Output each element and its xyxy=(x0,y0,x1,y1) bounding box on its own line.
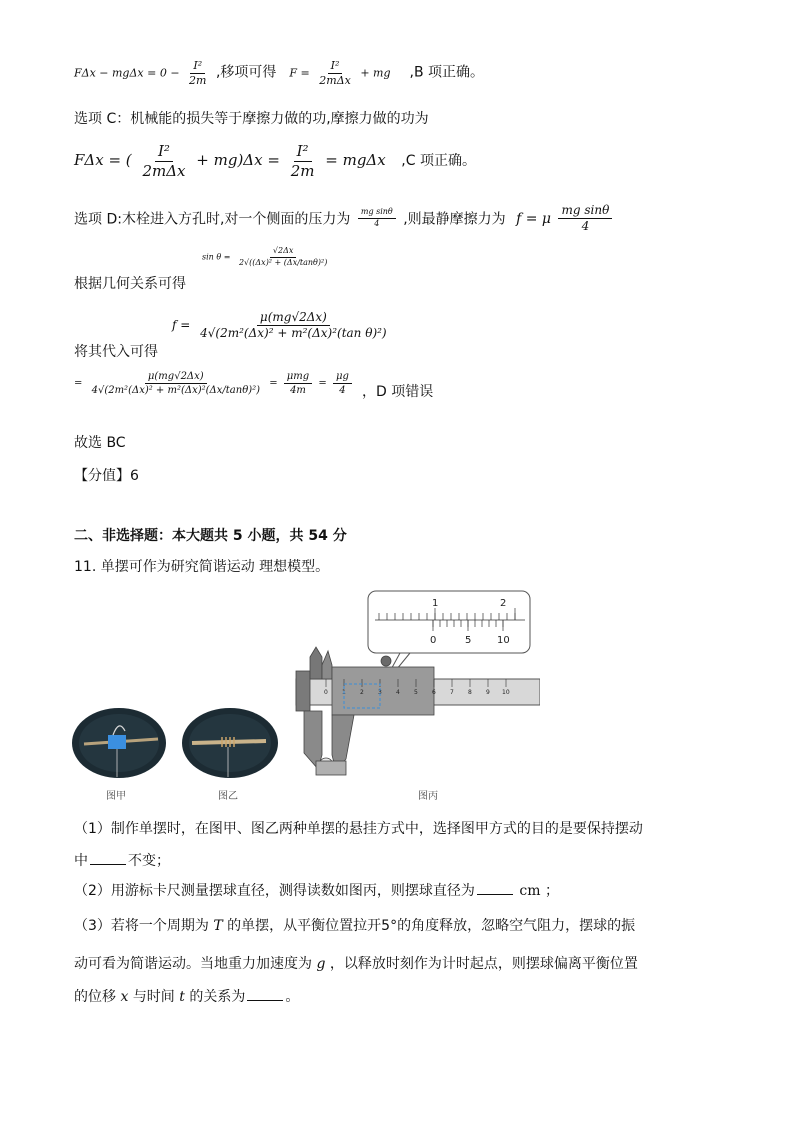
caliper-label-7: 7 xyxy=(450,689,454,696)
sub3-line3: 的位移 x 与时间 t 的关系为 。 xyxy=(74,989,300,1005)
eq1-text-1: ,移项可得 xyxy=(215,64,277,81)
caliper-label-9: 9 xyxy=(486,689,490,696)
caliper-label-6: 6 xyxy=(432,689,436,696)
eq1-rhs-lhs: F = xyxy=(289,66,314,80)
caliper-label-10: 10 xyxy=(502,689,510,696)
final-equation: = $\frac{\mu(mg√2\Delta x)}{\text{4√(2m²(Δx)² + m²(Δx)²(Δx/tanθ)²)}}$ = $\frac{\text{μmg}}{4m}$ = $\frac{\mu g}{4}$ ，D 项错误 xyxy=(74,371,434,400)
eq1-lhs: FΔx − mgΔx = 0 − xyxy=(74,66,184,80)
static-friction-fraction: $\frac{\text{mg sinθ}}{4}$ xyxy=(558,204,612,233)
eq1-fraction-2: $\frac{\text{I²}}{\text{2mΔx}}$ xyxy=(319,59,351,88)
caliper-label-5: 5 xyxy=(414,689,418,696)
option-d-line: 选项 D:木栓进入方孔时,对一个侧面的压力为 $\frac{\text{mg sinθ}}{4}$ ,则最静摩擦力为 f = μ $\frac{\text{mg sinθ}}{4}$ xyxy=(74,204,615,233)
equation-2: FΔx = ( $\frac{\text{I²}}{\text{2mΔx}}$ + mg)Δx = $\frac{\text{I²}}{2m}$ = mgΔx ,C 项正确。 xyxy=(74,142,476,180)
caliper-diagram xyxy=(296,591,540,775)
score-text: 【分值】6 xyxy=(74,468,139,484)
photo-b xyxy=(182,708,278,778)
caliper-label-4: 4 xyxy=(396,689,400,696)
caliper-label-0: 0 xyxy=(324,689,328,696)
scale-top-label-2: 2 xyxy=(500,598,507,609)
sub2-line: （2）用游标卡尺测量摆球直径，测得读数如图丙，则摆球直径为 cm ； xyxy=(74,883,559,899)
final-eq-text: ，D 项错误 xyxy=(362,384,434,400)
pressure-fraction: $\frac{\text{mg sinθ}}{4}$ xyxy=(358,208,396,229)
caliper-label-1: 1 xyxy=(342,689,346,696)
answer-blank-3[interactable] xyxy=(247,988,283,1001)
figure xyxy=(70,585,540,807)
geometry-equation: sin θ = $\frac{√2\Delta x}{\text{2√((Δx)² + (Δx/tanθ)²)}}$ xyxy=(202,246,328,267)
answer-blank-1[interactable] xyxy=(90,852,126,865)
sub1-line2: 中 不变； xyxy=(74,853,170,869)
geometry-text: 根据几何关系可得 xyxy=(74,276,186,292)
sub3-line2: 动可看为简谐运动。当地重力加速度为 g ，以释放时刻作为计时起点，则摆球偏离平衡位置 xyxy=(74,956,638,972)
option-c-text: 选项 C：机械能的损失等于摩擦力做的功,摩擦力做的功为 xyxy=(74,111,429,127)
q11-title: 11. 单摆可作为研究简谐运动 理想模型。 xyxy=(74,559,330,575)
scale-bottom-label-0: 0 xyxy=(430,635,437,646)
section-title: 二、非选择题：本大题共 5 小题，共 54 分 xyxy=(74,528,347,544)
caption-figure-b: 图乙 xyxy=(218,791,238,802)
caliper-label-3: 3 xyxy=(378,689,382,696)
eq2-text: ,C 项正确。 xyxy=(401,153,476,169)
caption-figure-a: 图甲 xyxy=(106,791,126,802)
answer-blank-2[interactable] xyxy=(477,882,513,895)
equation-1 xyxy=(74,60,484,87)
sub1-line1: （1）制作单摆时，在图甲、图乙两种单摆的悬挂方式中，选择图甲方式的目的是要保持摆动 xyxy=(74,821,643,837)
eq1-fraction-1: $\frac{\text{I²}}{2m}$ xyxy=(189,59,207,88)
caliper-label-2: 2 xyxy=(360,689,364,696)
scale-bottom-label-5: 5 xyxy=(465,635,472,646)
caption-figure-c: 图丙 xyxy=(418,791,438,802)
answer-text: 故选 BC xyxy=(74,435,126,451)
eq1-text-2: ,B 项正确。 xyxy=(409,64,485,81)
caliper-label-8: 8 xyxy=(468,689,472,696)
photo-a xyxy=(72,708,166,778)
sub3-line1: （3）若将一个周期为 T 的单摆，从平衡位置拉开5°的角度释放，忽略空气阻力，摆球的振 xyxy=(74,918,636,934)
unit-cm: cm xyxy=(519,883,541,899)
eq1-rhs-tail: + mg xyxy=(360,66,391,80)
scale-bottom-label-10: 10 xyxy=(497,635,510,646)
scale-top-label-1: 1 xyxy=(432,598,439,609)
substitute-equation: f = $\frac{\mu(mg√2\Delta x)}{\text{4√(2m²(Δx)² + m²(Δx)²(tan θ)²)}}$ xyxy=(172,310,387,341)
substitute-text: 将其代入可得 xyxy=(74,344,158,360)
